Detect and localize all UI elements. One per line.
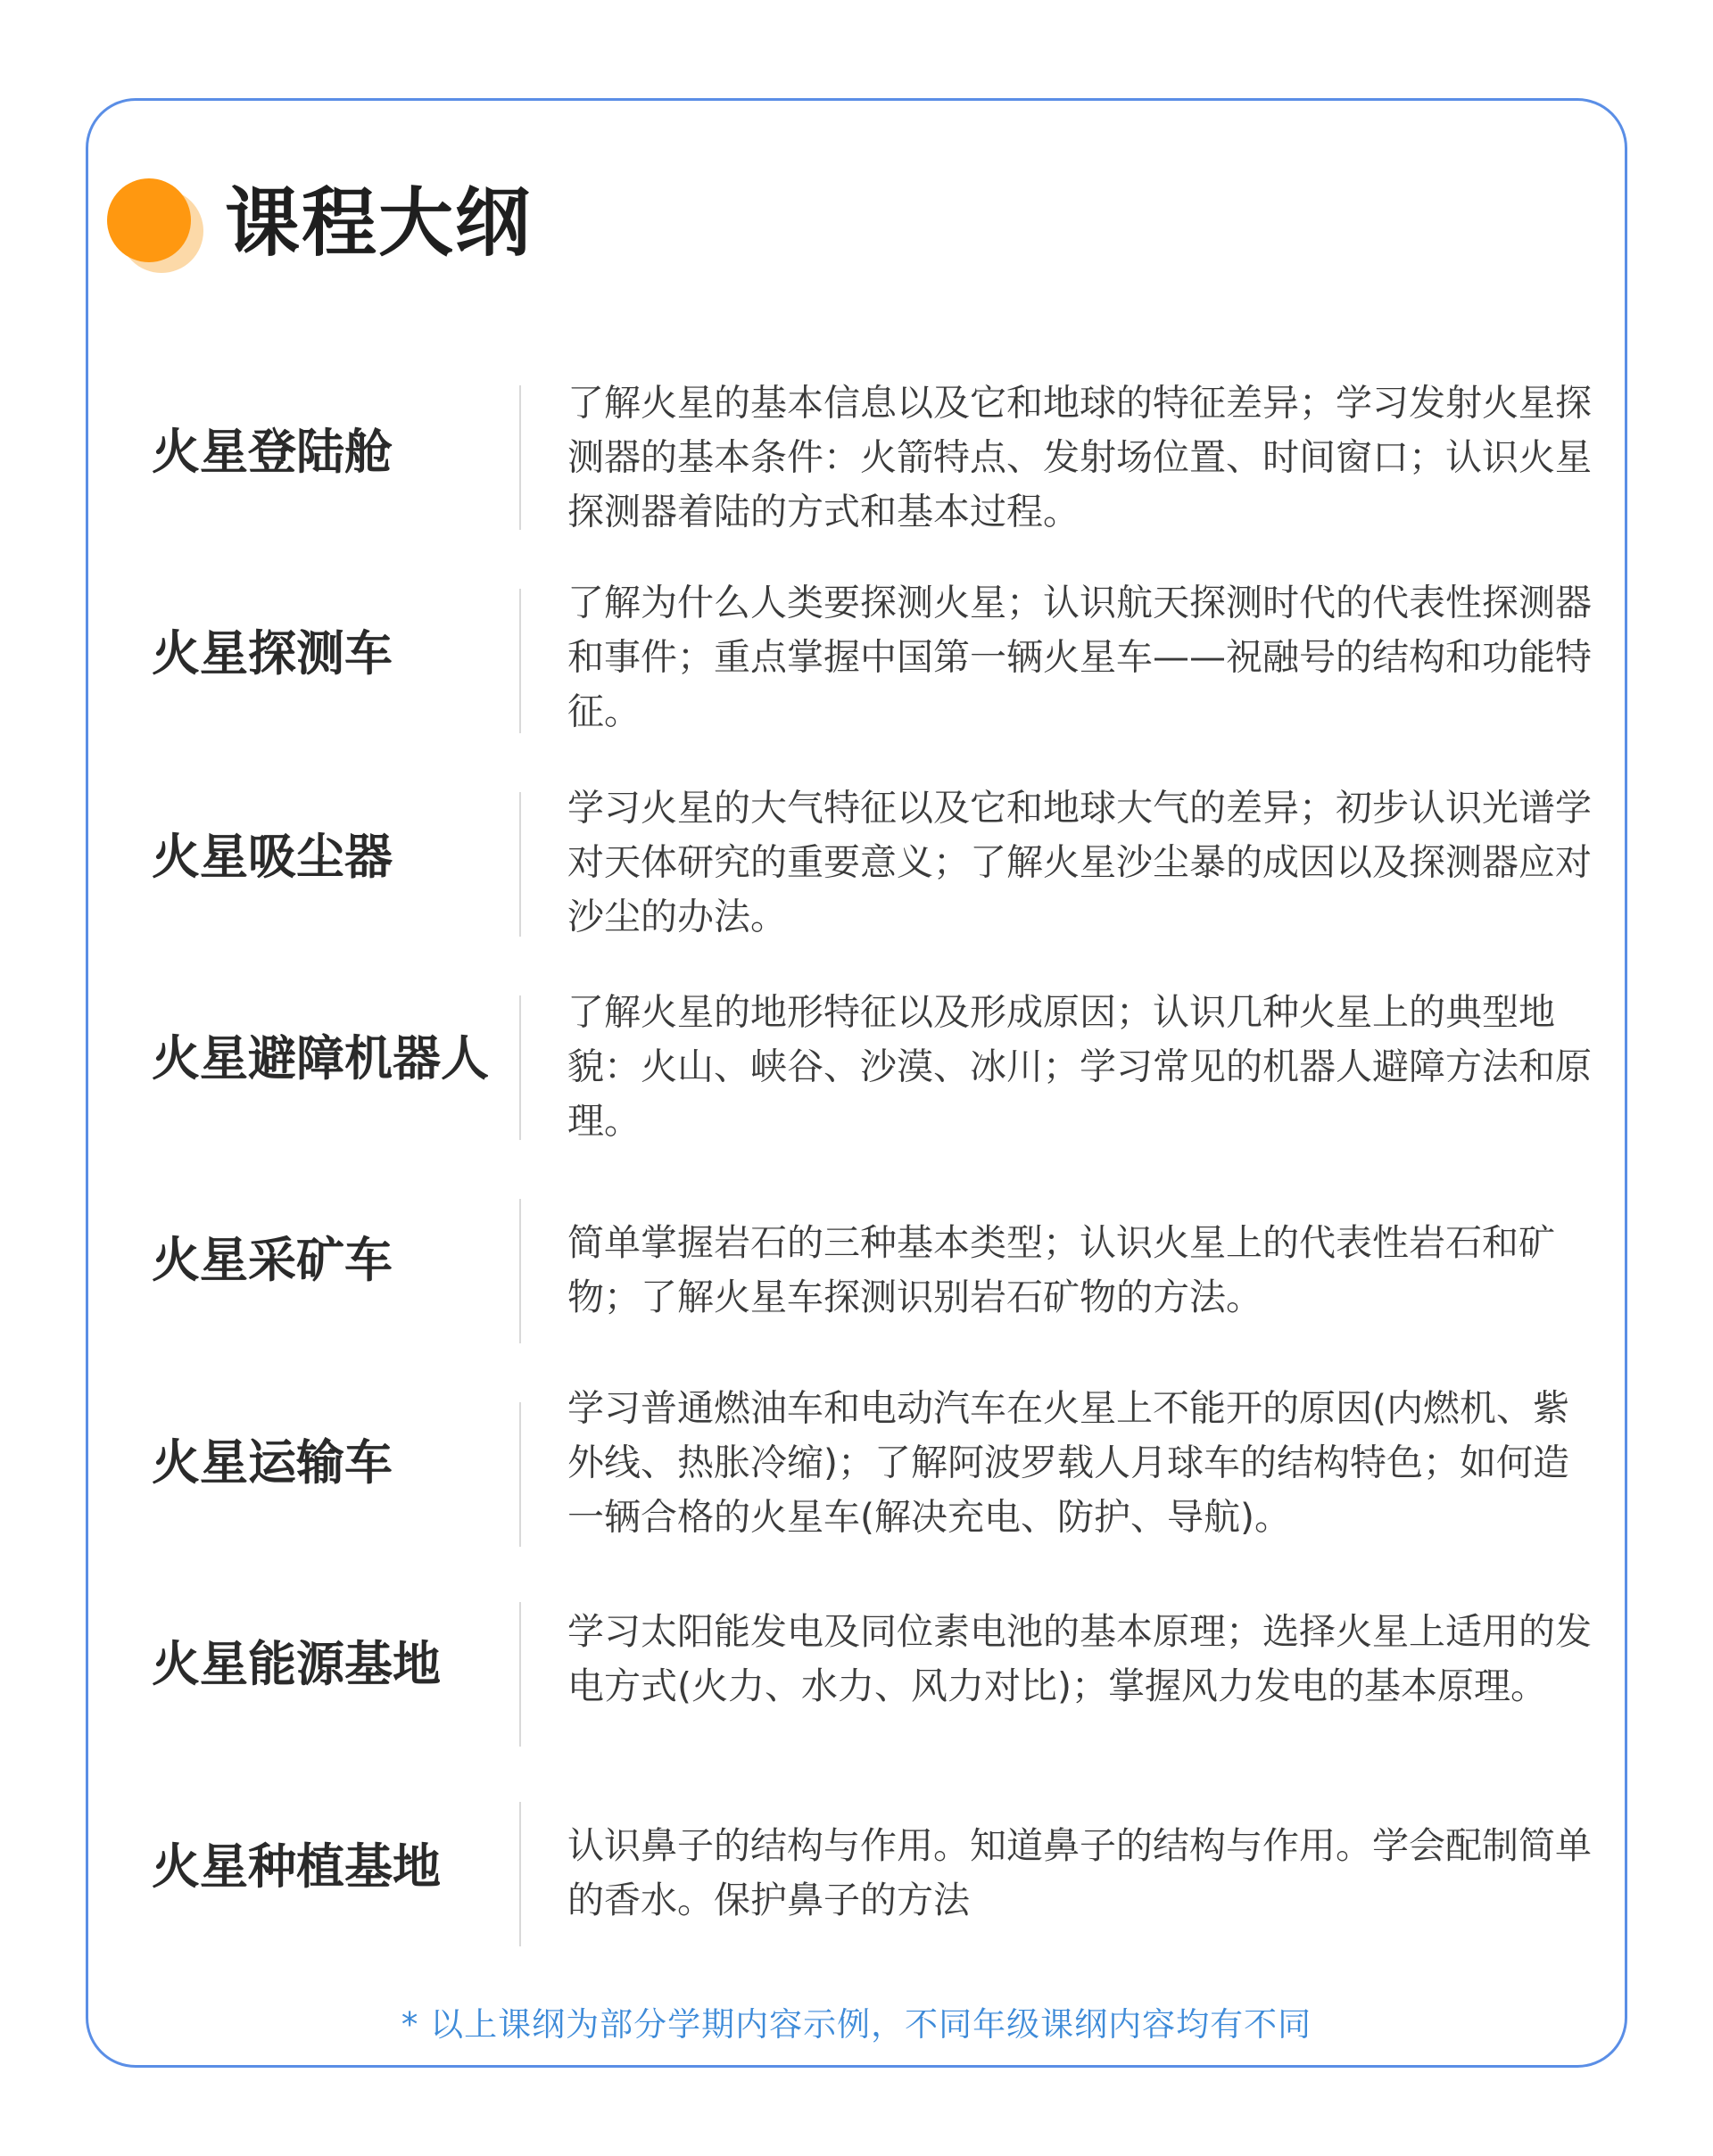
course-description: 了解火星的基本信息以及它和地球的特征差异；学习发射火星探测器的基本条件：火箭特点、发射场位置、时间窗口；认识火星探测器着陆的方式和基本过程。 xyxy=(567,381,1592,533)
course-description: 了解为什么人类要探测火星；认识航天探测时代的代表性探测器和事件；重点掌握中国第一辆火星车——祝融号的结构和功能特征。 xyxy=(567,581,1592,733)
page-title: 课程大纲 xyxy=(225,179,533,267)
course-description: 学习太阳能发电及同位素电池的基本原理；选择火星上适用的发电方式(火力、水力、风力对比)；掌握风力发电的基本原理。 xyxy=(567,1610,1592,1707)
course-name: 火星避障机器人 xyxy=(152,1030,489,1086)
course-description: 了解火星的地形特征以及形成原因；认识几种火星上的典型地貌：火山、峡谷、沙漠、冰川；学习常见的机器人避障方法和原理。 xyxy=(567,990,1592,1143)
row-divider xyxy=(519,1402,521,1547)
row-divider xyxy=(519,792,521,937)
course-name: 火星吸尘器 xyxy=(152,829,393,885)
course-name: 火星种植基地 xyxy=(152,1838,441,1895)
course-description: 学习普通燃油车和电动汽车在火星上不能开的原因(内燃机、紫外线、热胀冷缩)；了解阿波罗载人月球车的结构特色；如何造一辆合格的火星车(解决充电、防护、导航)。 xyxy=(567,1386,1569,1539)
footnote: * 以上课纲为部分学期内容示例，不同年级课纲内容均有不同 xyxy=(401,2005,1312,2044)
course-name: 火星探测车 xyxy=(152,625,393,681)
course-name: 火星登陆舱 xyxy=(152,424,393,480)
row-divider xyxy=(519,589,521,733)
course-description: 简单掌握岩石的三种基本类型；认识火星上的代表性岩石和矿物；了解火星车探测识别岩石矿物的方法。 xyxy=(567,1221,1555,1318)
row-divider xyxy=(519,995,521,1140)
row-divider xyxy=(519,1602,521,1747)
course-name: 火星采矿车 xyxy=(152,1232,393,1288)
title-dot-icon xyxy=(107,178,205,277)
row-divider xyxy=(519,1199,521,1343)
row-divider xyxy=(519,1802,521,1946)
section-header xyxy=(107,178,821,277)
course-description: 认识鼻子的结构与作用。知道鼻子的结构与作用。学会配制简单的香水。保护鼻子的方法 xyxy=(567,1824,1592,1921)
title-dot xyxy=(107,178,191,262)
course-description: 学习火星的大气特征以及它和地球大气的差异；初步认识光谱学对天体研究的重要意义；了解火星沙尘暴的成因以及探测器应对沙尘的办法。 xyxy=(567,786,1592,938)
row-divider xyxy=(519,385,521,530)
course-name: 火星运输车 xyxy=(152,1434,393,1491)
course-name: 火星能源基地 xyxy=(152,1636,441,1692)
